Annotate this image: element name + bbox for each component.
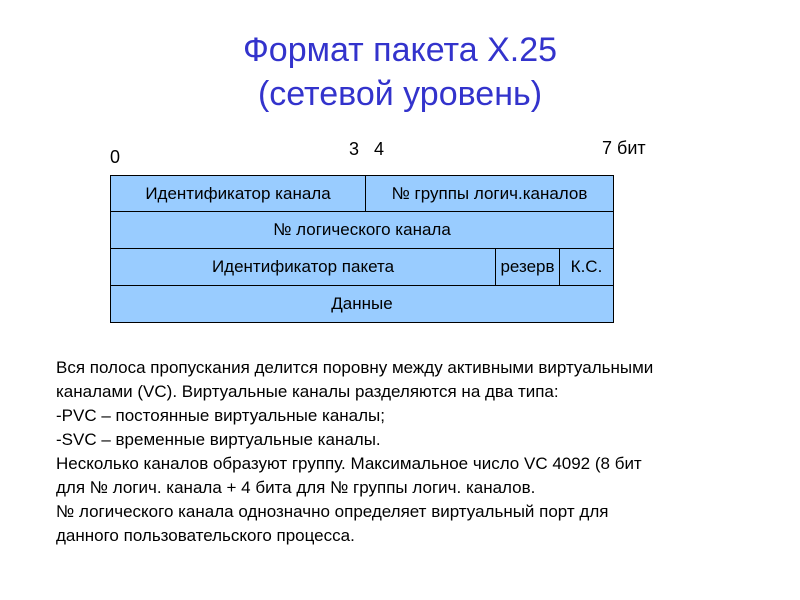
- bit-label-0: 0: [110, 147, 121, 167]
- packet-row-3: [110, 249, 614, 286]
- title-line-1: Формат пакета X.25: [242, 31, 558, 69]
- bit-label-3: 3: [349, 139, 360, 159]
- ks-cell: К.С.: [559, 249, 613, 285]
- description-line: -SVC – временные виртуальные каналы.: [56, 430, 381, 449]
- description-line: № логического канала однозначно определяет виртуальный порт для: [56, 502, 609, 521]
- title-line-2: (сетевой уровень): [257, 75, 543, 113]
- logical-channel-cell: № логического канала: [111, 212, 613, 248]
- bit-label-7: 7 бит: [602, 138, 646, 158]
- slide-title: [0, 28, 800, 116]
- description-line: данного пользовательского процесса.: [56, 526, 355, 545]
- packet-row-1: [110, 175, 614, 212]
- description-line: Вся полоса пропускания делится поровну между активными виртуальными: [56, 358, 654, 377]
- packet-id-cell: Идентификатор пакета: [111, 249, 495, 285]
- channel-id-cell: Идентификатор канала: [111, 176, 365, 211]
- channel-group-cell: № группы логич.каналов: [365, 176, 613, 211]
- description-text: [56, 356, 776, 548]
- packet-row-2: [110, 212, 614, 249]
- description-line: Несколько каналов образуют группу. Максимальное число VC 4092 (8 бит: [56, 454, 642, 473]
- data-cell: Данные: [111, 286, 613, 322]
- description-line: -PVC – постоянные виртуальные каналы;: [56, 406, 385, 425]
- description-line: каналами (VC). Виртуальные каналы разделяются на два типа:: [56, 382, 559, 401]
- packet-row-4: [110, 286, 614, 323]
- packet-format-table: [110, 175, 614, 323]
- description-line: для № логич. канала + 4 бита для № группы логич. каналов.: [56, 478, 536, 497]
- bit-label-4: 4: [374, 139, 385, 159]
- reserve-cell: резерв: [495, 249, 559, 285]
